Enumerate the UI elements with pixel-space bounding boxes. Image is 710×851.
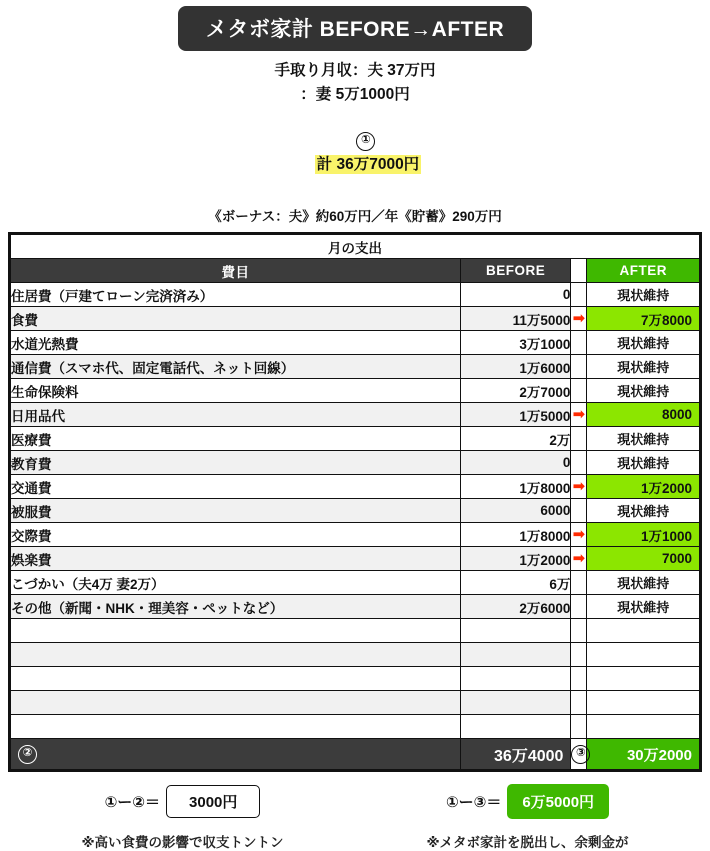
table-row xyxy=(11,427,700,451)
cell-after xyxy=(587,691,700,715)
result-before-label: ①ー②＝ xyxy=(104,794,161,812)
arrow-right-icon: ➡ xyxy=(572,550,586,568)
column-header-before: BEFORE xyxy=(460,259,570,283)
cell-item: 医療費 xyxy=(11,427,461,451)
cell-after: 現状維持 xyxy=(587,427,700,451)
result-after-value: 6万5000円 xyxy=(507,784,609,819)
cell-before xyxy=(460,643,570,667)
arrow-right-icon: ➡ xyxy=(572,406,586,424)
page-title: メタボ家計 BEFORE→AFTER xyxy=(178,6,532,51)
cell-gap xyxy=(571,451,587,475)
marker-3: ③ xyxy=(571,745,590,764)
table-row xyxy=(11,475,700,499)
table-row xyxy=(11,451,700,475)
table-row xyxy=(11,283,700,307)
table-row xyxy=(11,403,700,427)
cell-gap xyxy=(571,331,587,355)
cell-gap xyxy=(571,499,587,523)
expenses-table-body xyxy=(11,235,700,770)
cell-before: 1万2000 xyxy=(460,547,570,571)
total-marker-before xyxy=(11,739,461,770)
cell-item: こづかい（夫4万 妻2万） xyxy=(11,571,461,595)
total-marker-after xyxy=(571,739,587,770)
cell-gap xyxy=(571,595,587,619)
cell-before xyxy=(460,715,570,739)
cell-item xyxy=(11,691,461,715)
cell-after: 1万1000 xyxy=(587,523,700,547)
cell-after: 7万8000 xyxy=(587,307,700,331)
table-row xyxy=(11,619,700,643)
cell-before: 1万8000 xyxy=(460,523,570,547)
cell-before xyxy=(460,667,570,691)
cell-item xyxy=(11,667,461,691)
table-row xyxy=(11,595,700,619)
cell-item: 食費 xyxy=(11,307,461,331)
cell-gap xyxy=(571,427,587,451)
arrow-icon xyxy=(571,547,587,571)
cell-item: 交通費 xyxy=(11,475,461,499)
cell-gap xyxy=(571,643,587,667)
cell-before: 2万6000 xyxy=(460,595,570,619)
cell-item: 生命保険料 xyxy=(11,379,461,403)
result-before-value: 3000円 xyxy=(166,785,260,818)
cell-before: 1万6000 xyxy=(460,355,570,379)
column-header-item: 費目 xyxy=(11,259,461,283)
cell-after xyxy=(587,715,700,739)
table-row xyxy=(11,691,700,715)
table-row xyxy=(11,715,700,739)
total-after-value: 30万2000 xyxy=(587,739,700,770)
cell-item: 日用品代 xyxy=(11,403,461,427)
table-row xyxy=(11,571,700,595)
cell-after: 8000 xyxy=(587,403,700,427)
cell-after xyxy=(587,643,700,667)
cell-item: 水道光熱費 xyxy=(11,331,461,355)
column-header-gap xyxy=(571,259,587,283)
cell-after: 現状維持 xyxy=(587,499,700,523)
table-row xyxy=(11,379,700,403)
table-header-row xyxy=(11,259,700,283)
cell-before: 1万5000 xyxy=(460,403,570,427)
cell-after: 現状維持 xyxy=(587,283,700,307)
cell-item: 娯楽費 xyxy=(11,547,461,571)
cell-before: 0 xyxy=(460,451,570,475)
arrow-right-icon: ➡ xyxy=(572,478,586,496)
table-caption-row xyxy=(11,235,700,259)
cell-item: 被服費 xyxy=(11,499,461,523)
cell-gap xyxy=(571,571,587,595)
cell-gap xyxy=(571,691,587,715)
cell-after: 7000 xyxy=(587,547,700,571)
cell-item: 教育費 xyxy=(11,451,461,475)
title-area xyxy=(0,0,710,51)
cell-item: 住居費（戸建てローン完済済み） xyxy=(11,283,461,307)
arrow-icon xyxy=(571,475,587,499)
cell-before: 2万 xyxy=(460,427,570,451)
income-wife: ：妻 5万1000円 xyxy=(300,85,410,103)
marker-1: ① xyxy=(356,132,375,151)
cell-after: 現状維持 xyxy=(587,379,700,403)
total-before-value: 36万4000 xyxy=(460,739,570,770)
cell-after: 現状維持 xyxy=(587,571,700,595)
arrow-icon xyxy=(571,523,587,547)
cell-after: 1万2000 xyxy=(587,475,700,499)
cell-item xyxy=(11,643,461,667)
bonus-savings-note: 《ボーナス：夫》約60万円／年《貯蓄》290万円 xyxy=(208,209,502,225)
table-total-row xyxy=(11,739,700,770)
arrow-right-icon: ➡ xyxy=(572,526,586,544)
cell-before: 11万5000 xyxy=(460,307,570,331)
cell-before: 1万8000 xyxy=(460,475,570,499)
cell-before: 2万7000 xyxy=(460,379,570,403)
cell-gap xyxy=(571,667,587,691)
cell-item xyxy=(11,619,461,643)
income-total: 計 36万7000円 xyxy=(316,156,420,174)
table-row xyxy=(11,331,700,355)
cell-before: 3万1000 xyxy=(460,331,570,355)
column-header-after: AFTER xyxy=(587,259,700,283)
marker-2: ② xyxy=(18,745,37,764)
table-row xyxy=(11,547,700,571)
table-row xyxy=(11,355,700,379)
arrow-right-icon: ➡ xyxy=(572,310,586,328)
cell-before: 6万 xyxy=(460,571,570,595)
table-row xyxy=(11,499,700,523)
cell-before: 6000 xyxy=(460,499,570,523)
income-total-row xyxy=(289,106,421,200)
cell-after: 現状維持 xyxy=(587,355,700,379)
cell-item xyxy=(11,715,461,739)
cell-after xyxy=(587,667,700,691)
cell-item: その他（新聞・NHK・理美容・ペットなど） xyxy=(11,595,461,619)
notes-row xyxy=(0,831,710,851)
expenses-table xyxy=(10,234,700,770)
arrow-icon xyxy=(571,307,587,331)
cell-before xyxy=(460,691,570,715)
note-after: ※メタボ家計を脱出し、余剰金が xyxy=(426,835,629,851)
cell-gap xyxy=(571,619,587,643)
cell-item: 交際費 xyxy=(11,523,461,547)
table-caption: 月の支出 xyxy=(11,235,700,259)
note-before: ※高い食費の影響で収支トントン xyxy=(81,835,284,851)
cell-before: 0 xyxy=(460,283,570,307)
table-row xyxy=(11,643,700,667)
cell-gap xyxy=(571,715,587,739)
cell-before xyxy=(460,619,570,643)
expenses-table-area xyxy=(8,232,702,772)
cell-item: 通信費（スマホ代、固定電話代、ネット回線） xyxy=(11,355,461,379)
cell-after: 現状維持 xyxy=(587,331,700,355)
arrow-icon xyxy=(571,403,587,427)
table-row xyxy=(11,523,700,547)
table-row xyxy=(11,307,700,331)
income-summary xyxy=(0,59,710,200)
income-husband: 手取り月収：夫 37万円 xyxy=(274,62,436,79)
cell-after xyxy=(587,619,700,643)
table-row xyxy=(11,667,700,691)
cell-gap xyxy=(571,355,587,379)
cell-after: 現状維持 xyxy=(587,595,700,619)
result-after-label: ①ー③＝ xyxy=(445,794,502,812)
cell-gap xyxy=(571,283,587,307)
cell-after: 現状維持 xyxy=(587,451,700,475)
cell-gap xyxy=(571,379,587,403)
